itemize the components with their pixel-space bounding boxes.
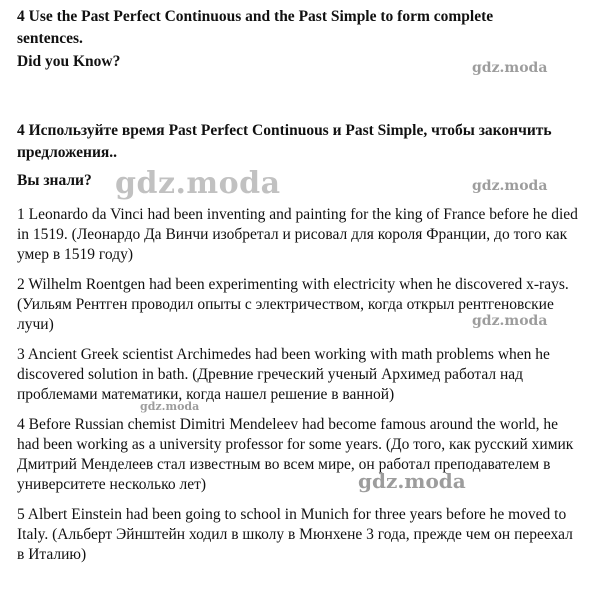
watermark: gdz.moda (115, 166, 281, 201)
watermark: gdz.moda (472, 313, 548, 329)
watermark: gdz.moda (358, 469, 466, 493)
task-title-en: 4 Use the Past Perfect Continuous and the Past Simple to form complete sentences. (17, 8, 494, 47)
task-subtitle-ru: Вы знали? (17, 172, 92, 189)
watermark: gdz.moda (140, 400, 200, 413)
task-subtitle-en: Did you Know? (17, 53, 121, 70)
answer-4: 4 Before Russian chemist Dimitri Mendeleev had become famous around the world, he had been working as a university professor for some years. (До того, как русский химик Дмитрий Менделеев стал известным во всем мире, он работал преподавателем в университете несколько лет) (17, 416, 574, 493)
answer-3: 3 Ancient Greek scientist Archimedes had been working with math problems when he discovered solution in bath. (Древние греческий ученый Архимед работал над проблемами математики, когда нашел решение в ванной) (17, 346, 550, 403)
watermark: gdz.moda (472, 60, 548, 76)
answer-1: 1 Leonardo da Vinci had been inventing and painting for the king of France before he died in 1519. (Леонардо Да Винчи изобретал и рисовал для короля Франции, до того как умер в 1519 году) (17, 206, 578, 263)
answer-2: 2 Wilhelm Roentgen had been experimenting with electricity when he discovered x-rays. (Уильям Рентген проводил опыты с электричеством, когда открыл рентгеновские лучи) (17, 276, 569, 333)
task-title-ru: 4 Используйте время Past Perfect Continuous и Past Simple, чтобы закончить предложения.. (17, 122, 552, 161)
answer-5: 5 Albert Einstein had been going to school in Munich for three years before he moved to Italy. (Альберт Эйнштейн ходил в школу в Мюнхене 3 года, прежде чем он переехал в Италию) (17, 506, 573, 563)
watermark: gdz.moda (472, 178, 548, 194)
